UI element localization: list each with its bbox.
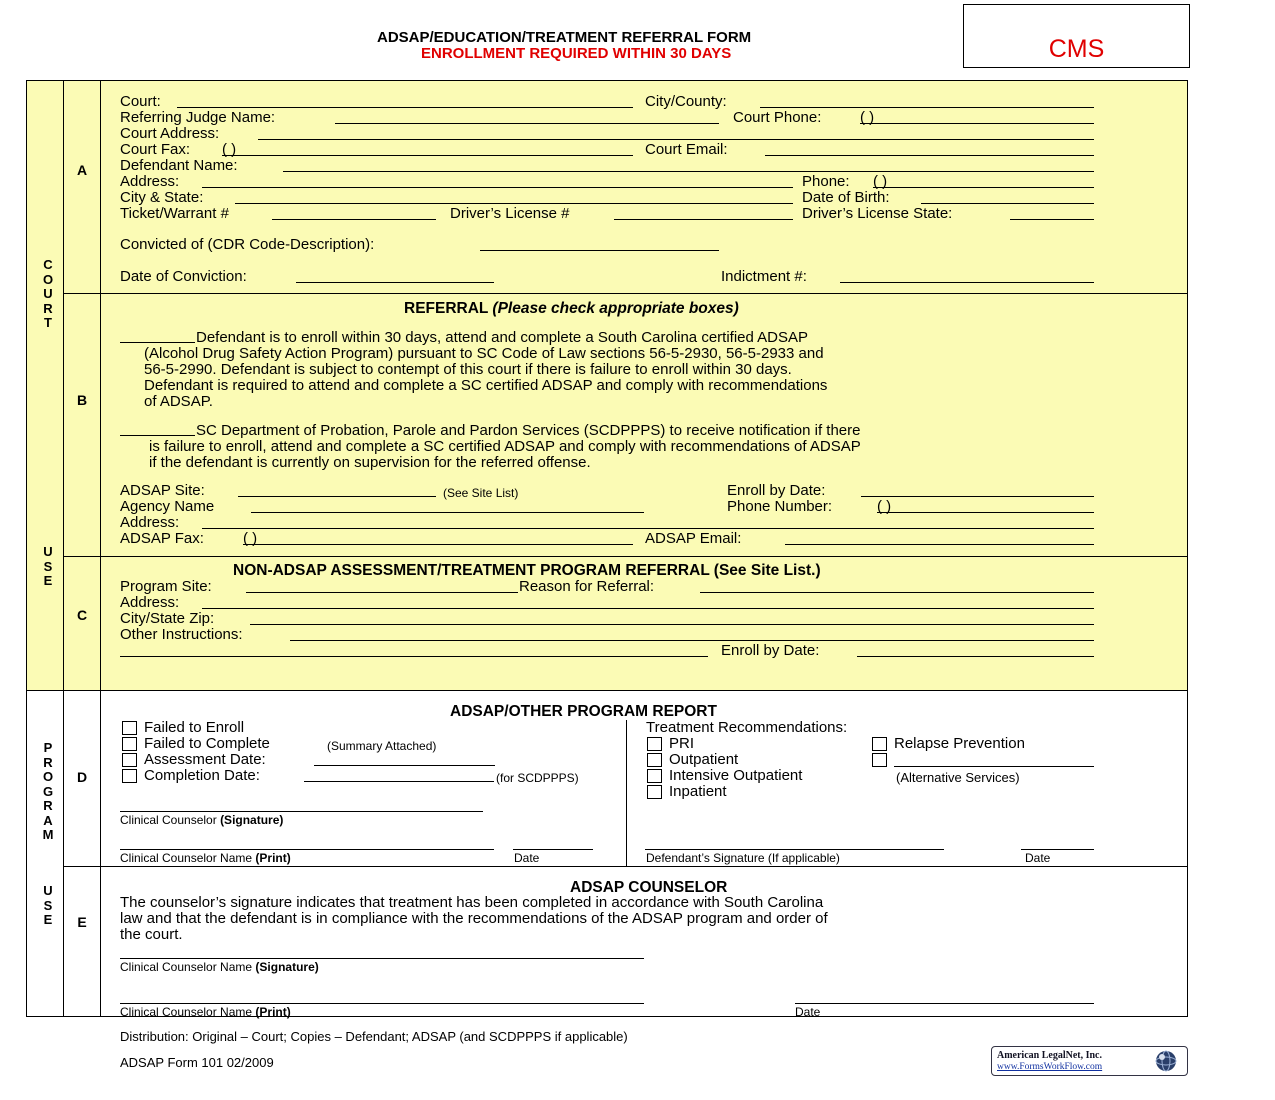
court-address-label: Court Address:: [120, 125, 220, 142]
agency-field[interactable]: [251, 512, 644, 513]
e-date-caption: Date: [795, 1005, 821, 1019]
intensive-checkbox[interactable]: [647, 769, 662, 783]
dl-label: Driver’s License #: [450, 205, 570, 222]
adsap-address-label: Address:: [120, 514, 180, 531]
dl-field[interactable]: [614, 219, 793, 220]
defendant-signature-caption: Defendant’s Signature (If applicable): [646, 851, 840, 865]
judge-label: Referring Judge Name:: [120, 109, 276, 126]
defendant-date-caption: Date: [1025, 851, 1051, 865]
phone-number-field[interactable]: [877, 512, 1094, 513]
adsap-email-label: ADSAP Email:: [645, 530, 742, 547]
c-enroll-by-field[interactable]: [857, 656, 1094, 657]
see-site-list: (See Site List): [443, 486, 519, 500]
court-label: Court:: [120, 93, 161, 110]
phone-number-area: ( ): [877, 498, 892, 515]
inpatient-label: Inpatient: [669, 783, 727, 800]
completion-date-label: Completion Date:: [144, 767, 260, 784]
adsap-fax-label: ADSAP Fax:: [120, 530, 204, 547]
p1-line4: Defendant is required to attend and complete a SC certified ADSAP and comply with recommendations: [144, 377, 828, 394]
logo-name: American LegalNet, Inc.: [997, 1050, 1102, 1061]
address-label: Address:: [120, 173, 180, 190]
p1-line5: of ADSAP.: [144, 393, 213, 410]
dob-field[interactable]: [921, 203, 1094, 204]
cms-box: [963, 4, 1190, 68]
relapse-checkbox[interactable]: [872, 737, 887, 751]
c-enroll-by-label: Enroll by Date:: [721, 642, 820, 659]
address-field[interactable]: [202, 187, 793, 188]
dl-state-label: Driver’s License State:: [802, 205, 953, 222]
court-field[interactable]: [177, 107, 633, 108]
counselor-print-caption: Clinical Counselor Name (Print): [120, 851, 291, 865]
adsap-site-field[interactable]: [238, 496, 436, 497]
p2-line2: is failure to enroll, attend and complete a SC certified ADSAP and comply with recommendations of ADSAP: [149, 438, 861, 455]
counselor-heading: ADSAP COUNSELOR: [570, 879, 728, 896]
court-use-label: U S E: [43, 544, 53, 588]
failed-enroll-checkbox[interactable]: [122, 721, 137, 735]
dl-state-field[interactable]: [1010, 219, 1094, 220]
reason-label: Reason for Referral:: [519, 578, 655, 595]
alternative-checkbox[interactable]: [872, 753, 887, 767]
court-fax-area: ( ): [222, 141, 237, 158]
outpatient-checkbox[interactable]: [647, 753, 662, 767]
convicted-field[interactable]: [480, 250, 719, 251]
ticket-field[interactable]: [272, 219, 436, 220]
counselor-signature-caption: Clinical Counselor (Signature): [120, 813, 284, 827]
agency-label: Agency Name: [120, 498, 215, 515]
completion-date-checkbox[interactable]: [122, 769, 137, 783]
adsap-address-field[interactable]: [202, 528, 1094, 529]
referral-heading: REFERRAL (Please check appropriate boxes): [404, 300, 739, 317]
reason-field[interactable]: [700, 592, 1094, 593]
logo-url: www.FormsWorkFlow.com: [997, 1062, 1103, 1072]
phone-area: ( ): [873, 173, 888, 190]
defendant-name-label: Defendant Name:: [120, 157, 238, 174]
treatment-label: Treatment Recommendations:: [646, 719, 848, 736]
indictment-label: Indictment #:: [721, 268, 807, 285]
court-label: C O U R T: [42, 257, 54, 330]
phone-label: Phone:: [802, 173, 850, 190]
city-zip-label: City/State Zip:: [120, 610, 215, 627]
non-adsap-heading: NON-ADSAP ASSESSMENT/TREATMENT PROGRAM REFERRAL (See Site List.): [233, 562, 821, 579]
program-site-label: Program Site:: [120, 578, 212, 595]
city-county-field[interactable]: [760, 107, 1094, 108]
city-county-label: City/County:: [645, 93, 727, 110]
program-label: P R O G R A M: [42, 740, 54, 842]
other-field[interactable]: [290, 640, 1094, 641]
report-heading: ADSAP/OTHER PROGRAM REPORT: [450, 703, 717, 720]
outpatient-label: Outpatient: [669, 751, 739, 768]
p1-line1: Defendant is to enroll within 30 days, attend and complete a South Carolina certified ADSAP: [196, 329, 809, 346]
date-conviction-field[interactable]: [296, 282, 494, 283]
court-fax-label: Court Fax:: [120, 141, 191, 158]
phone-field[interactable]: [873, 187, 1094, 188]
p1-line3: 56-5-2990. Defendant is subject to contempt of this court if there is failure to enroll within 30 days.: [144, 361, 792, 378]
failed-enroll-label: Failed to Enroll: [144, 719, 245, 736]
dob-label: Date of Birth:: [802, 189, 890, 206]
phone-number-label: Phone Number:: [727, 498, 833, 515]
indictment-field[interactable]: [840, 282, 1094, 283]
e-signature-caption: Clinical Counselor Name (Signature): [120, 960, 319, 974]
pri-checkbox[interactable]: [647, 737, 662, 751]
adsap-site-label: ADSAP Site:: [120, 482, 205, 499]
section-c-letter: C: [76, 607, 88, 623]
globe-icon: [1149, 1049, 1183, 1073]
adsap-referral-check[interactable]: [120, 342, 195, 343]
assessment-date-label: Assessment Date:: [144, 751, 266, 768]
e-line1: The counselor’s signature indicates that treatment has been completed in accordance with South Carolina: [120, 894, 824, 911]
relapse-label: Relapse Prevention: [894, 735, 1025, 752]
court-email-label: Court Email:: [645, 141, 728, 158]
p1-line2: (Alcohol Drug Safety Action Program) pursuant to SC Code of Law sections 56-5-2930, 56-5-2933 and: [144, 345, 824, 362]
convicted-label: Convicted of (CDR Code-Description):: [120, 236, 375, 253]
program-use-label: U S E: [43, 883, 53, 927]
adsap-email-field[interactable]: [785, 544, 1094, 545]
alternative-field[interactable]: [894, 766, 1094, 767]
section-b-letter: B: [76, 392, 88, 408]
enroll-by-label: Enroll by Date:: [727, 482, 826, 499]
ticket-label: Ticket/Warrant #: [120, 205, 229, 222]
adsap-fax-field[interactable]: [243, 544, 633, 545]
e-date-field[interactable]: [795, 1003, 1094, 1004]
city-zip-field[interactable]: [250, 624, 1094, 625]
assessment-date-checkbox[interactable]: [122, 753, 137, 767]
p2-line1: SC Department of Probation, Parole and Pardon Services (SCDPPPS) to receive notification if there: [196, 422, 861, 439]
enroll-by-field[interactable]: [861, 496, 1094, 497]
e-line2: law and that the defendant is in compliance with the recommendations of the ADSAP program and order of: [120, 910, 828, 927]
other-field-2[interactable]: [120, 656, 708, 657]
court-phone-field[interactable]: [860, 123, 1094, 124]
program-site-field[interactable]: [246, 592, 518, 593]
form-subtitle: ENROLLMENT REQUIRED WITHIN 30 DAYS: [421, 45, 732, 62]
form-title: ADSAP/EDUCATION/TREATMENT REFERRAL FORM: [377, 29, 752, 46]
court-fax-field[interactable]: [222, 155, 633, 156]
date-conviction-label: Date of Conviction:: [120, 268, 247, 285]
form-number: ADSAP Form 101 02/2009: [120, 1055, 274, 1070]
failed-complete-label: Failed to Complete: [144, 735, 270, 752]
completion-date-field[interactable]: [304, 781, 494, 782]
c-address-field[interactable]: [202, 608, 1094, 609]
court-email-field[interactable]: [765, 155, 1094, 156]
c-address-label: Address:: [120, 594, 180, 611]
judge-field[interactable]: [335, 123, 719, 124]
other-label: Other Instructions:: [120, 626, 243, 643]
e-print-caption: Clinical Counselor Name (Print): [120, 1005, 291, 1019]
city-state-label: City & State:: [120, 189, 204, 206]
scdppps-referral-check[interactable]: [120, 435, 195, 436]
defendant-name-field[interactable]: [283, 171, 1094, 172]
distribution-note: Distribution: Original – Court; Copies – Defendant; ADSAP (and SCDPPPS if applicable): [120, 1029, 628, 1044]
adsap-fax-area: ( ): [243, 530, 258, 547]
cms-label: CMS: [1048, 35, 1105, 63]
failed-complete-checkbox[interactable]: [122, 737, 137, 751]
court-address-field[interactable]: [258, 139, 1094, 140]
p2-line3: if the defendant is currently on supervision for the referred offense.: [149, 454, 591, 471]
pri-label: PRI: [669, 735, 695, 752]
section-e-letter: E: [77, 914, 87, 930]
e-line3: the court.: [120, 926, 183, 943]
section-a-letter: A: [76, 162, 88, 178]
intensive-label: Intensive Outpatient: [669, 767, 803, 784]
section-d-letter: D: [76, 769, 88, 785]
for-scdppps: (for SCDPPPS): [496, 771, 579, 785]
alternative-label: (Alternative Services): [896, 770, 1020, 785]
city-state-field[interactable]: [235, 203, 793, 204]
counselor-date-caption: Date: [514, 851, 540, 865]
court-phone-label: Court Phone:: [733, 109, 822, 126]
assessment-date-field[interactable]: [314, 765, 495, 766]
legalnet-logo[interactable]: [991, 1046, 1188, 1076]
court-phone-area: ( ): [860, 109, 875, 126]
summary-attached: (Summary Attached): [327, 739, 437, 753]
inpatient-checkbox[interactable]: [647, 785, 662, 799]
